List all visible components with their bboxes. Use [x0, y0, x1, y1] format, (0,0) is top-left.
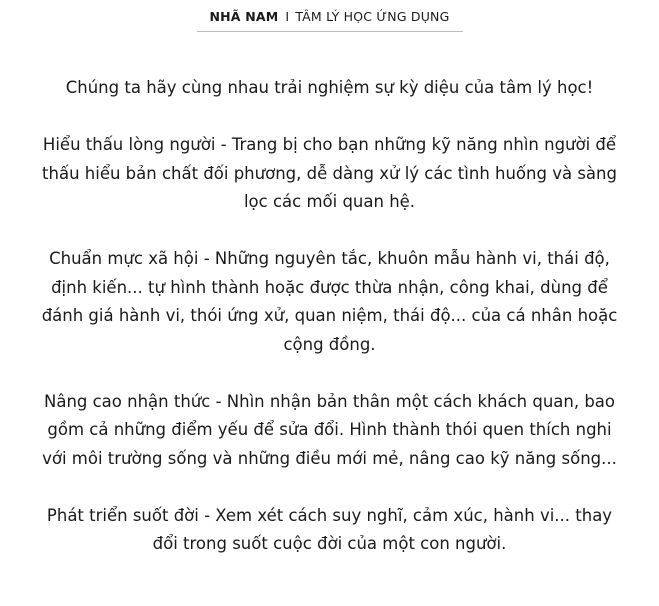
header-divider	[197, 31, 463, 32]
page-body	[40, 74, 619, 559]
paragraph-social-norms: Chuẩn mực xã hội - Những nguyên tắc, khuôn mẫu hành vi, thái độ, định kiến... tự hình thành hoặc được thừa nhận, công khai, dùng để đánh giá hành vi, thói ứng xử, quan niệm, thái độ... của cá nhân hoặc cộng đồng.	[41, 249, 618, 354]
publisher-brand: NHÃ NAM	[209, 9, 279, 24]
header-separator: I	[285, 9, 290, 24]
page-header	[0, 0, 659, 34]
header-text	[0, 9, 659, 24]
paragraph-raising-awareness: Nâng cao nhận thức - Nhìn nhận bản thân một cách khách quan, bao gồm cả những điểm yếu để sửa đổi. Hình thành thói quen thích nghi với môi trường sống và những điều mới mẻ, nâng cao kỹ năng sống...	[42, 391, 617, 468]
series-title: TÂM LÝ HỌC ỨNG DỤNG	[295, 9, 450, 24]
paragraph-understanding-people: Hiểu thấu lòng người - Trang bị cho bạn những kỹ năng nhìn người để thấu hiểu bản chất đối phương, dễ dàng xử lý các tình huống và sàng lọc các mối quan hệ.	[42, 135, 617, 211]
intro-paragraph: Chúng ta hãy cùng nhau trải nghiệm sự kỳ diệu của tâm lý học!	[65, 78, 594, 97]
paragraph-lifelong-development: Phát triển suốt đời - Xem xét cách suy nghĩ, cảm xúc, hành vi... thay đổi trong suốt cuộc đời của một con người.	[46, 505, 613, 553]
